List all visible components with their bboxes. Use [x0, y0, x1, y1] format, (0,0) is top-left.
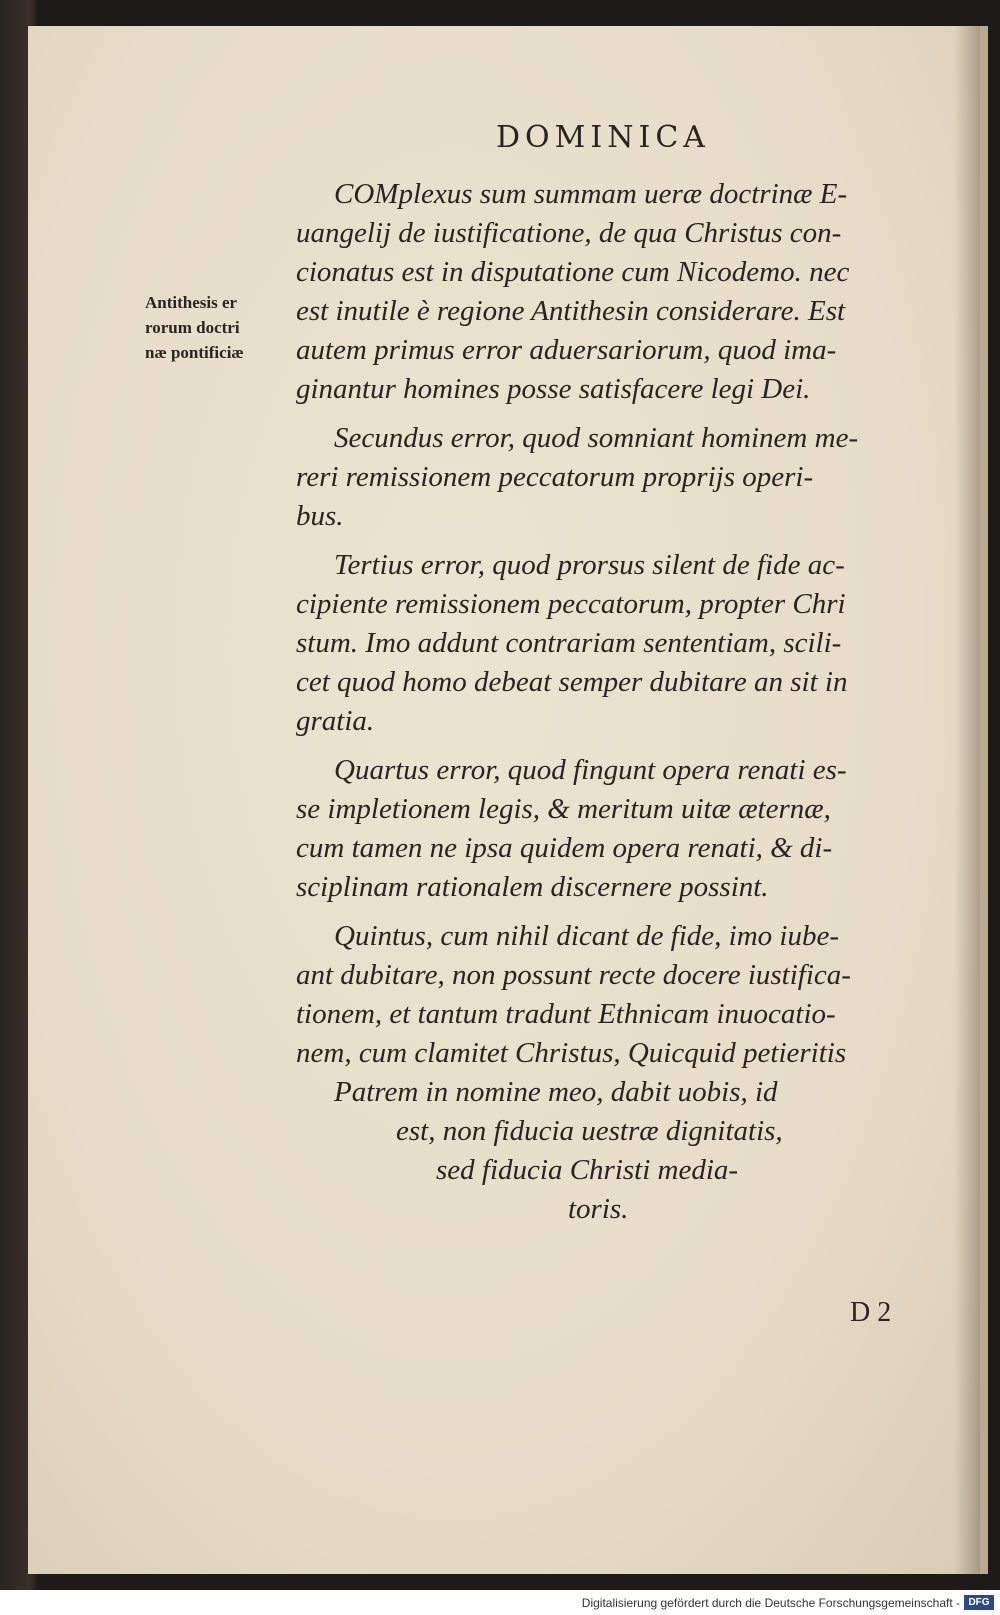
paragraph-complexus — [296, 175, 926, 409]
text-line: nem, cum clamitet Christus, Quicquid petieritis — [296, 1037, 847, 1069]
text-line: ginantur homines posse satisfacere legi Dei. — [296, 373, 811, 405]
text-line: stum. Imo addunt contrariam sententiam, scili- — [296, 627, 842, 659]
text-line: se impletionem legis, & meritum uitæ æternæ, — [296, 793, 831, 825]
marginal-note-line: rorum doctri — [145, 318, 240, 337]
text-line: est, non fiducia uestræ dignitatis, — [396, 1115, 783, 1147]
text-line: Patrem in nomine meo, dabit uobis, id — [334, 1076, 778, 1108]
text-line: COMplexus sum summam ueræ doctrinæ E- — [334, 178, 848, 210]
text-line: Quartus error, quod fingunt opera renati es- — [334, 754, 847, 786]
text-line: Tertius error, quod prorsus silent de fide ac- — [334, 549, 845, 581]
text-line: gratia. — [296, 705, 375, 737]
running-header: DOMINICA — [496, 120, 710, 155]
text-line: uangelij de iustificatione, de qua Christus con- — [296, 217, 842, 249]
paragraph-tertius — [296, 546, 926, 741]
text-line: autem primus error aduersariorum, quod ima- — [296, 334, 837, 366]
paragraph-quintus — [296, 917, 926, 1229]
text-line: toris. — [568, 1193, 629, 1225]
text-line: sciplinam rationalem discernere possint. — [296, 871, 769, 903]
marginal-note — [145, 290, 285, 365]
text-line: cet quod homo debeat semper dubitare an sit in — [296, 666, 848, 698]
paragraph-quartus — [296, 751, 926, 907]
text-line: cipiente remissionem peccatorum, propter Chri — [296, 588, 846, 620]
text-line: tionem, et tantum tradunt Ethnicam inuocatio- — [296, 998, 836, 1030]
text-line: est inutile è regione Antithesin considerare. Est — [296, 295, 846, 327]
text-line: bus. — [296, 500, 344, 532]
text-line: ant dubitare, non possunt recte docere iustifica- — [296, 959, 851, 991]
footer-credit: Digitalisierung gefördert durch die Deutsche Forschungsgemeinschaft - — [581, 1596, 960, 1610]
text-line: cum tamen ne ipsa quidem opera renati, & di- — [296, 832, 833, 864]
main-text — [296, 175, 926, 1239]
dfg-logo: DFG — [964, 1595, 994, 1610]
marginal-note-line: Antithesis er — [145, 293, 238, 312]
text-line: Secundus error, quod somniant hominem me- — [334, 422, 859, 454]
signature-mark: D 2 — [850, 1297, 892, 1328]
text-line: sed fiducia Christi media- — [436, 1154, 739, 1186]
paragraph-secundus — [296, 419, 926, 536]
text-line: Quintus, cum nihil dicant de fide, imo iube- — [334, 920, 840, 952]
page-edge-shadow — [954, 26, 980, 1574]
marginal-note-line: næ pontificiæ — [145, 343, 244, 362]
digitization-footer — [0, 1592, 1000, 1615]
text-line: reri remissionem peccatorum proprijs operi- — [296, 461, 814, 493]
text-line: cionatus est in disputatione cum Nicodemo. nec — [296, 256, 850, 288]
